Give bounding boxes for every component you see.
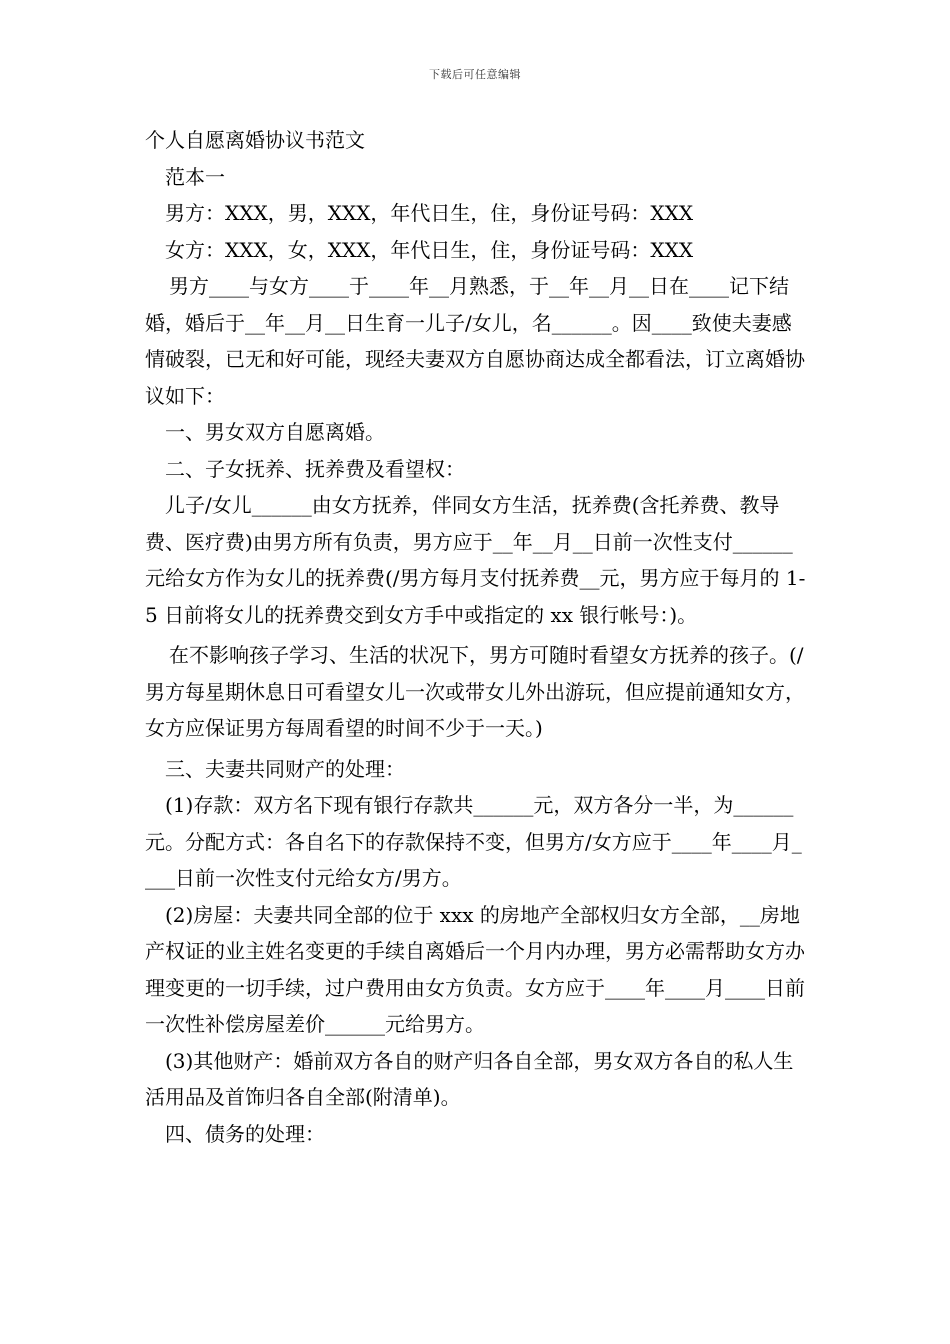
paragraph-clause-2-heading: 二、子女抚养、抚养费及看望权： — [165, 456, 465, 481]
paragraph-house: (2)房屋：夫妻共同全部的位于 xxx 的房地产全部权归女方全部，__房地产权证的业主姓名变更的手续自离婚后一个月内办理，男方必需帮助女方办理变更的一切手续，过户费用由女方负责。女方应于____年____月____日前一次性补偿房屋差价______元给男方。 — [145, 902, 805, 1036]
paragraph-other-property: (3)其他财产：婚前双方各自的财产归各自全部，男女双方各自的私人生活用品及首饰归各自全部(附清单)。 — [145, 1048, 794, 1109]
paragraph-savings: (1)存款：双方名下现有银行存款共______元，双方各分一半，为______元。分配方式：各自名下的存款保持不变，但男方/女方应于____年____月____日前一次性支付元给女方/男方。 — [145, 793, 802, 890]
paragraph-clause-4-heading: 四、债务的处理： — [165, 1121, 325, 1146]
paragraph-marriage-background: 男方____与女方____于____年__月熟悉，于__年__月__日在____记下结婚，婚后于__年__月__日生育一儿子/女儿，名______。因____致使夫妻感情破裂，已无和好可能，现经夫妻双方自愿协商达成全都看法，订立离婚协议如下： — [145, 274, 805, 408]
paragraph-wife-info: 女方：XXX，女，XXX，年代日生，住，身份证号码：XXX — [165, 237, 694, 262]
page-header-note: 下载后可任意编辑 — [429, 68, 521, 81]
paragraph-clause-1: 一、男女双方自愿离婚。 — [165, 420, 385, 444]
document-body — [145, 122, 811, 1152]
paragraph-visitation: 在不影响孩子学习、生活的状况下，男方可随时看望女方抚养的孩子。(/男方每星期休息日可看望女儿一次或带女儿外出游玩，但应提前通知女方，女方应保证男方每周看望的时间不少于一天。) — [145, 643, 805, 740]
paragraph-clause-3-heading: 三、夫妻共同财产的处理： — [165, 756, 405, 781]
paragraph-child-support: 儿子/女儿______由女方抚养，伴同女方生活，抚养费(含托养费、教导费、医疗费)由男方所有负责，男方应于__年__月__日前一次性支付______元给女方作为女儿的抚养费(/男方每月支付抚养费__元，男方应于每月的 1-5 日前将女儿的抚养费交到女方手中或指定的 xx 银行帐号：)。 — [145, 493, 806, 627]
document-title: 个人自愿离婚协议书范文 — [145, 128, 365, 152]
paragraph-template-label: 范本一 — [165, 164, 225, 189]
paragraph-husband-info: 男方：XXX，男，XXX，年代日生，住，身份证号码：XXX — [165, 201, 694, 225]
